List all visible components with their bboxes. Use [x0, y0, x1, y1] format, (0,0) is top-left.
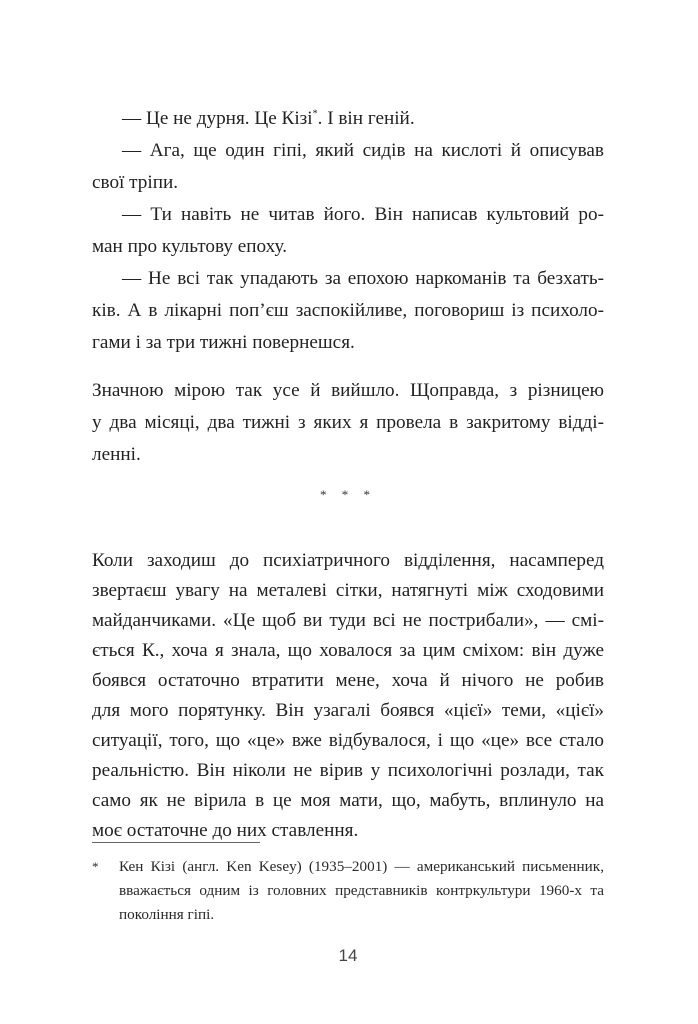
paragraph-line: Значною мірою так усе й вийшло. Щоправда, з різницею: [92, 380, 604, 401]
dialogue-line: — Ти навіть не читав його. Він написав культовий ро-: [122, 204, 604, 225]
paragraph-line: ється К., хоча я знала, що ховалося за цим сміхом: він дуже: [92, 640, 604, 661]
dialogue-line: ман про культову епоху.: [92, 236, 287, 257]
dialogue-line: — Не всі так упадають за епохою наркоманів та безхать-: [122, 268, 604, 289]
paragraph-line: для мого порятунку. Він узагалі боявся «цієї» теми, «цієї»: [92, 700, 604, 721]
page-number: 14: [338, 946, 358, 965]
paragraph-line: ленні.: [92, 444, 141, 465]
footnote-line: вважається одним із головних представників контркультури 1960-х та: [119, 882, 604, 899]
section-break: * * *: [320, 487, 376, 502]
dialogue-line: — Ага, ще один гіпі, який сидів на кислоті й описував: [122, 140, 604, 161]
paragraph-line: у два місяці, два тижні з яких я провела в закритому відді-: [92, 412, 604, 433]
paragraph-line: само як не вірила в це моя мати, що, мабуть, вплинуло на: [92, 790, 604, 811]
paragraph-line: Коли заходиш до психіатричного відділення, насамперед: [92, 550, 604, 571]
dialogue-line: — Це не дурня. Це Кізі*. І він геній.: [122, 108, 415, 129]
paragraph-line: звертаєш увагу на металеві сітки, натягнуті між сходовими: [92, 580, 604, 601]
paragraph-line: ситуації, того, що «це» вже відбувалося, і що «це» все стало: [92, 730, 604, 751]
dialogue-line: свої тріпи.: [92, 172, 179, 193]
paragraph-line: боявся остаточно втратити мене, хоча й нічого не робив: [92, 670, 604, 691]
footnote-reference[interactable]: *: [312, 108, 318, 120]
paragraph-line: моє остаточне до них ставлення.: [92, 820, 359, 841]
footnote-marker: *: [92, 859, 99, 874]
dialogue-line: гами і за три тижні повернешся.: [92, 332, 355, 353]
dialogue-line: ків. А в лікарні поп’єш заспокійливе, поговориш із психоло-: [92, 300, 604, 321]
paragraph-line: майданчиками. «Це щоб ви туди всі не пострибали», — смі-: [92, 610, 604, 631]
footnote-line: Кен Кізі (англ. Ken Kesey) (1935–2001) — американський письменник,: [119, 858, 604, 875]
footnote-line: покоління гіпі.: [119, 906, 215, 923]
paragraph-line: реальністю. Він ніколи не вірив у психологічні розлади, так: [92, 760, 604, 781]
